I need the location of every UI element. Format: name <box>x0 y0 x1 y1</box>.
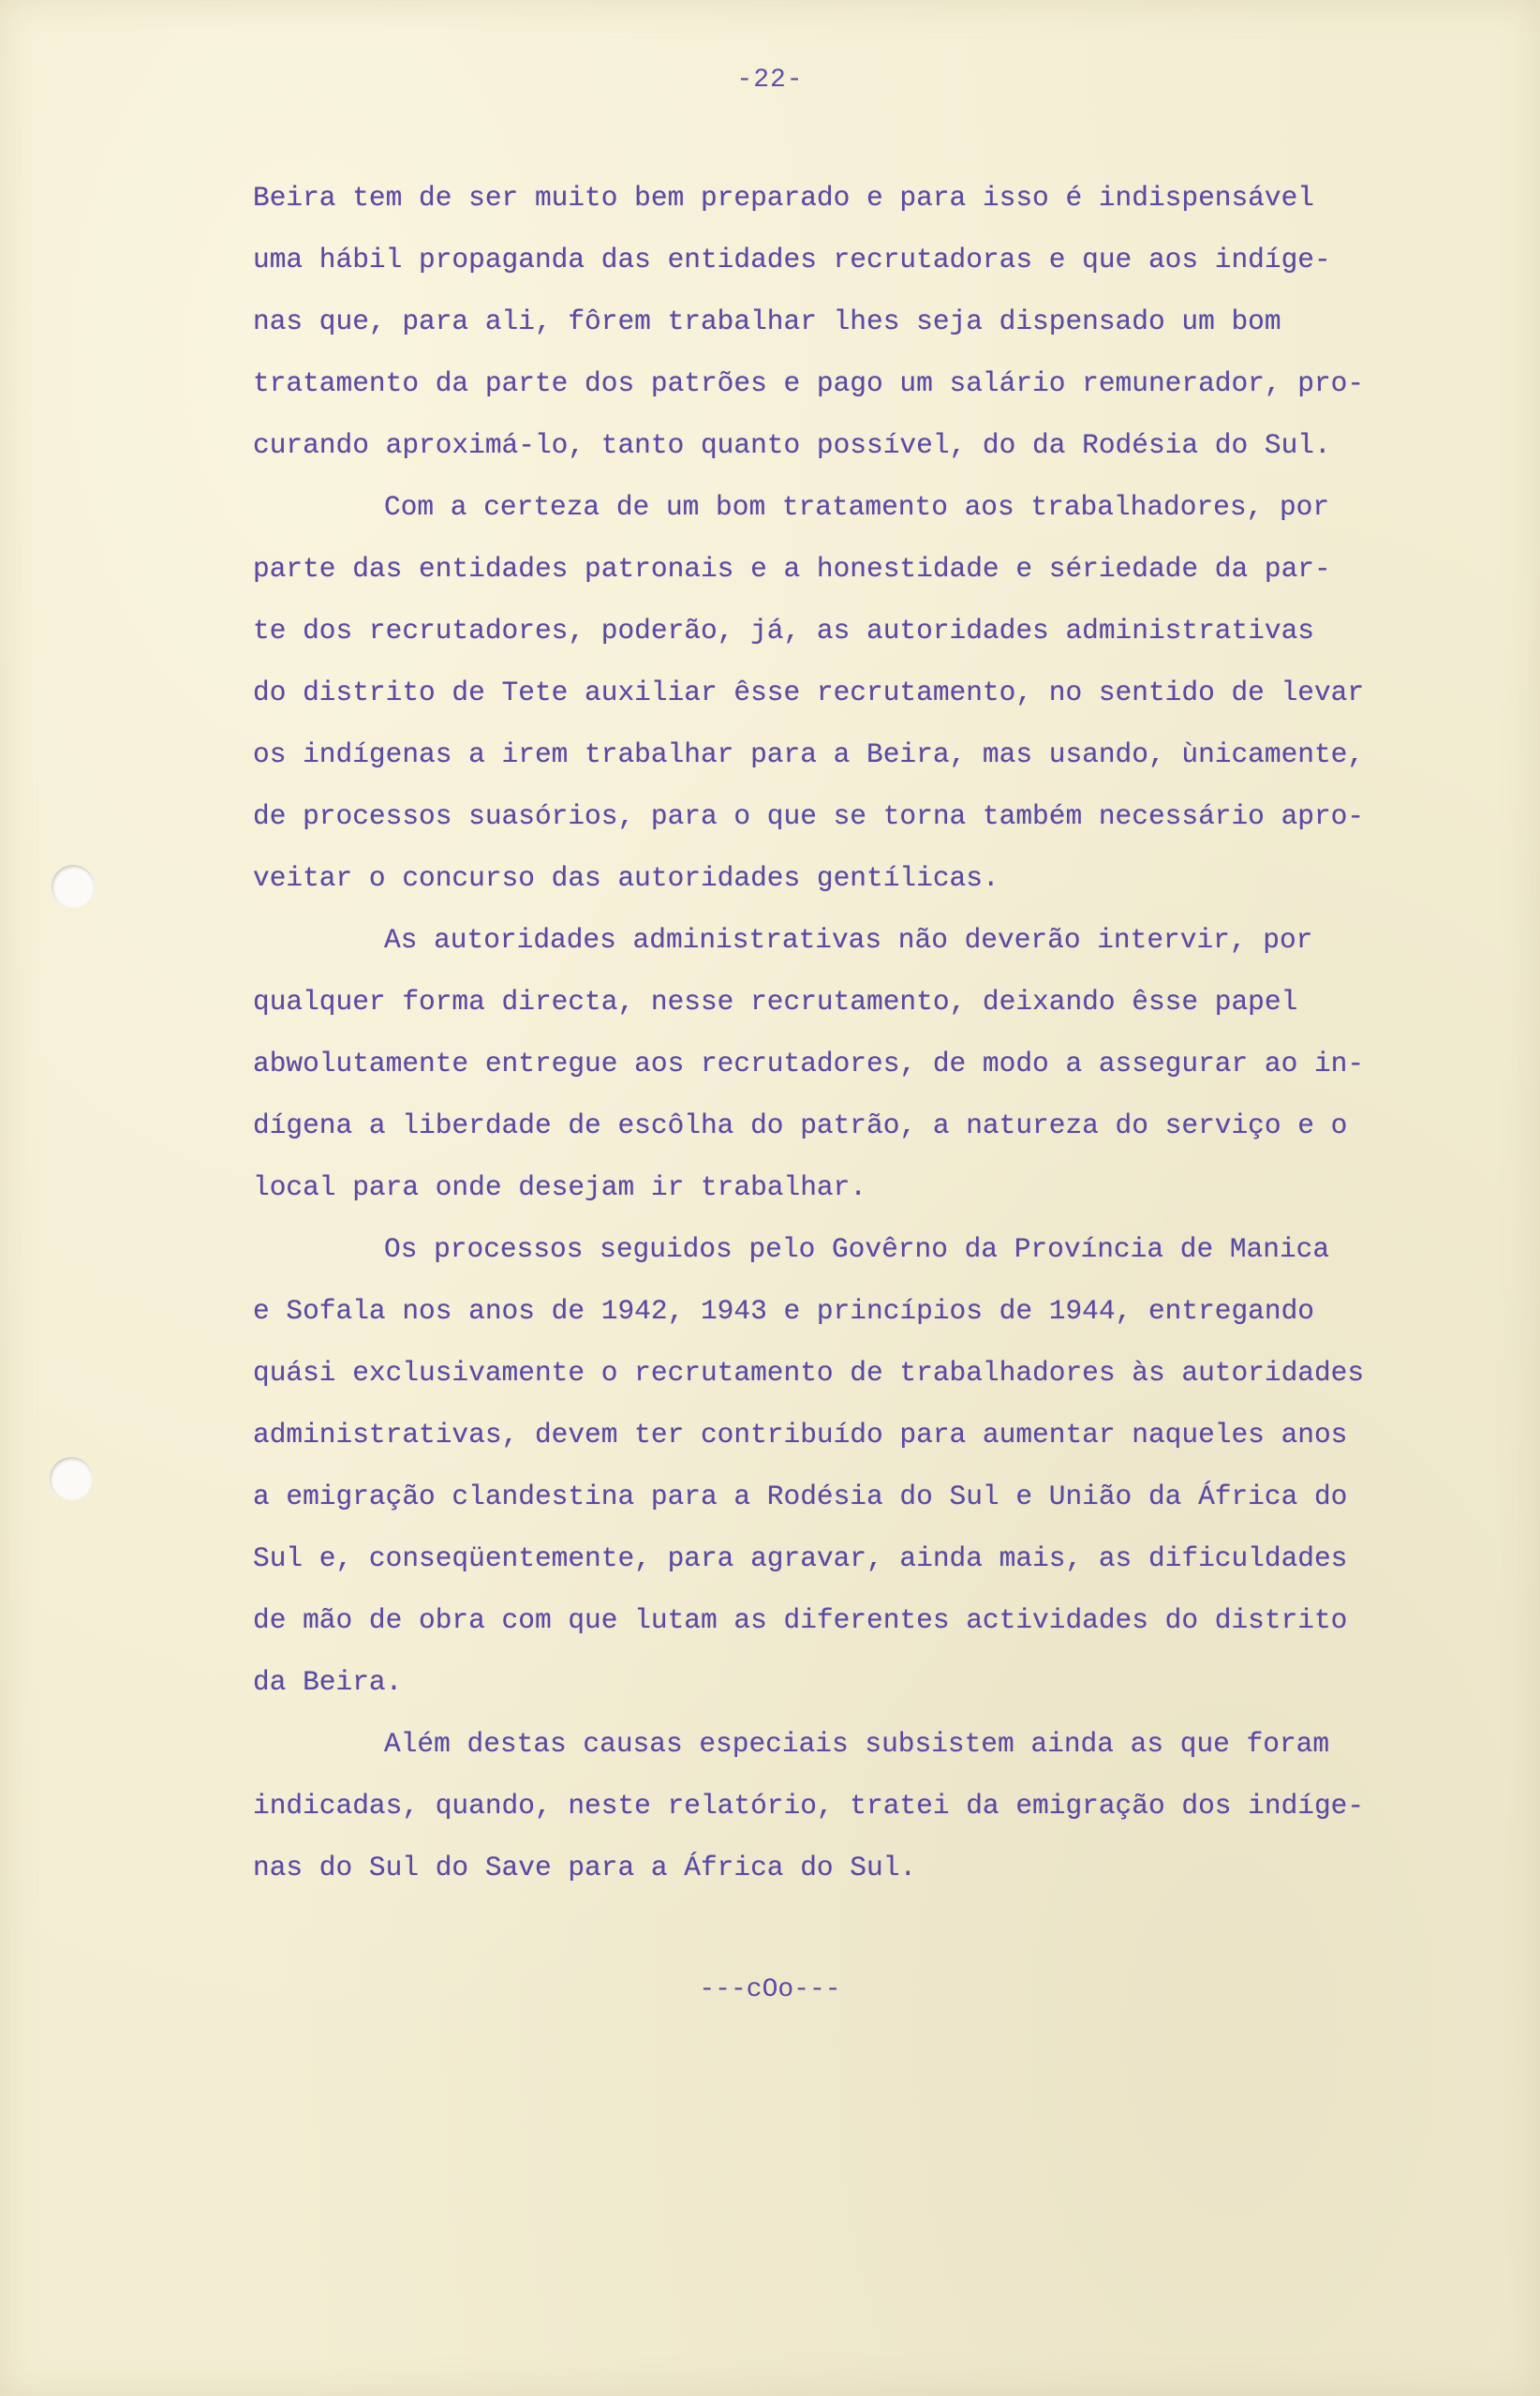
text-line: uma hábil propaganda das entidades recrutadoras e que aos indíge- <box>253 244 1331 275</box>
text-line: Com a certeza de um bom tratamento aos trabalhadores, por <box>384 491 1330 523</box>
paragraph <box>253 167 1508 476</box>
text-line: nas do Sul do Save para a África do Sul. <box>253 1852 917 1883</box>
text-line: nas que, para ali, fôrem trabalhar lhes seja dispensado um bom <box>253 305 1281 337</box>
text-line: veitar o concurso das autoridades gentílicas. <box>253 862 1000 894</box>
paragraph <box>253 1218 1508 1713</box>
text-line: abwolutamente entregue aos recrutadores, de modo a assegurar ao in- <box>253 1048 1365 1079</box>
text-line: As autoridades administrativas não deverão intervir, por <box>384 924 1313 956</box>
text-line: administrativas, devem ter contribuído para aumentar naqueles anos <box>253 1419 1348 1451</box>
text-line: Sul e, conseqüentemente, para agravar, ainda mais, as dificuldades <box>253 1542 1348 1574</box>
text-line: dígena a liberdade de escôlha do patrão, a natureza do serviço e o <box>253 1109 1348 1141</box>
text-line: te dos recrutadores, poderão, já, as autoridades administrativas <box>253 615 1314 647</box>
text-line: curando aproximá-lo, tanto quanto possível, do da Rodésia do Sul. <box>253 429 1331 461</box>
text-line: Os processos seguidos pelo Govêrno da Província de Manica <box>384 1233 1330 1265</box>
punch-hole-lower <box>50 1457 93 1500</box>
punch-hole-upper <box>52 865 95 908</box>
paragraph <box>253 476 1508 909</box>
text-line: qualquer forma directa, nesse recrutamento, deixando êsse papel <box>253 986 1298 1018</box>
text-line: quási exclusivamente o recrutamento de trabalhadores às autoridades <box>253 1357 1365 1389</box>
text-line: os indígenas a irem trabalhar para a Beira, mas usando, ùnicamente, <box>253 738 1365 770</box>
text-line: de processos suasórios, para o que se torna também necessário apro- <box>253 800 1365 832</box>
text-line: de mão de obra com que lutam as diferentes actividades do distrito <box>253 1604 1348 1636</box>
text-line: da Beira. <box>253 1666 403 1698</box>
text-line: indicadas, quando, neste relatório, tratei da emigração dos indíge- <box>253 1790 1365 1822</box>
text-line: a emigração clandestina para a Rodésia do Sul e União da África do <box>253 1481 1348 1512</box>
text-line: Beira tem de ser muito bem preparado e para isso é indispensável <box>253 182 1314 214</box>
text-line: local para onde desejam ir trabalhar. <box>253 1171 867 1203</box>
closing-mark: ---cOo--- <box>699 1975 841 2004</box>
page-number: -22- <box>736 66 804 95</box>
text-line: e Sofala nos anos de 1942, 1943 e princípios de 1944, entregando <box>253 1295 1314 1327</box>
text-line: do distrito de Tete auxiliar êsse recrutamento, no sentido de levar <box>253 677 1365 708</box>
document-body <box>253 167 1508 1898</box>
text-line: Além destas causas especiais subsistem ainda as que foram <box>384 1728 1330 1760</box>
text-line: tratamento da parte dos patrões e pago um salário remunerador, pro- <box>253 367 1365 399</box>
paragraph <box>253 1713 1508 1898</box>
text-line: parte das entidades patronais e a honestidade e sériedade da par- <box>253 553 1331 585</box>
paragraph <box>253 909 1508 1218</box>
